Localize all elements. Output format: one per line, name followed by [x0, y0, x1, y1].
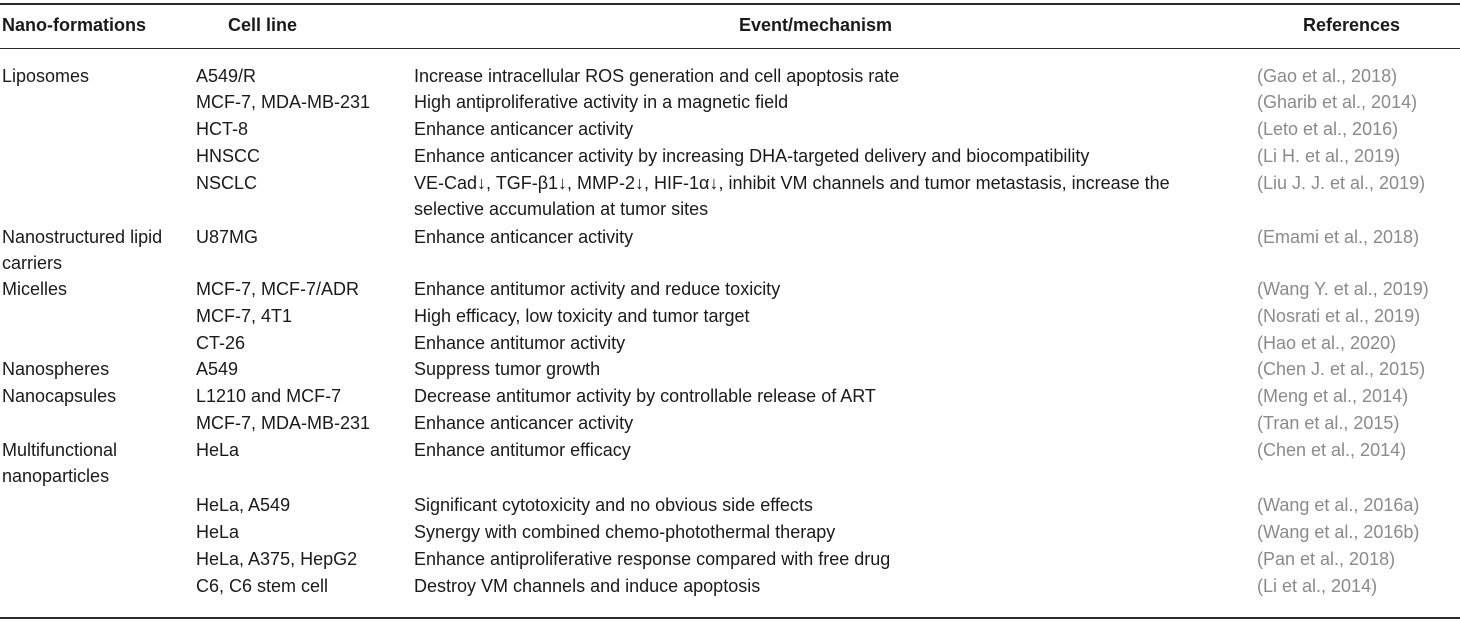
- cell-line-cell: NSCLC: [196, 173, 258, 193]
- cell-line-cell: CT-26: [196, 333, 246, 353]
- mechanism-cell: Enhance antitumor activity: [414, 333, 626, 353]
- table-body: [0, 63, 1460, 599]
- table-row: [0, 492, 1460, 519]
- cell-line-cell: C6, C6 stem cell: [196, 576, 329, 596]
- reference-link[interactable]: (Meng et al., 2014): [1257, 386, 1409, 406]
- mechanism-cell: Enhance anticancer activity by increasing DHA-targeted delivery and biocompatibility: [414, 146, 1090, 166]
- table-row: [0, 573, 1460, 599]
- reference-link[interactable]: (Li et al., 2014): [1257, 576, 1378, 596]
- table-row: [0, 330, 1460, 356]
- cell-line-cell: HCT-8: [196, 119, 249, 139]
- cell-line-cell: MCF-7, 4T1: [196, 306, 293, 326]
- mechanism-cell: Destroy VM channels and induce apoptosis: [414, 576, 761, 596]
- reference-link[interactable]: (Emami et al., 2018): [1257, 227, 1420, 247]
- mechanism-cell: Enhance anticancer activity: [414, 119, 634, 139]
- cell-line-cell: HeLa: [196, 440, 240, 460]
- reference-link[interactable]: (Chen et al., 2014): [1257, 440, 1407, 460]
- reference-link[interactable]: (Wang et al., 2016b): [1257, 522, 1420, 542]
- mechanism-cell: Synergy with combined chemo-photothermal therapy: [414, 522, 836, 542]
- table-row: [0, 303, 1460, 330]
- mechanism-cell: High efficacy, low toxicity and tumor target: [414, 306, 750, 326]
- formation-cell: Nanocapsules: [2, 386, 117, 406]
- reference-link[interactable]: (Pan et al., 2018): [1257, 549, 1396, 569]
- formation-cell: Multifunctional nanoparticles: [2, 440, 118, 487]
- mechanism-cell: Enhance antiproliferative response compared with free drug: [414, 549, 891, 569]
- table-header-rule: [0, 48, 1460, 49]
- table-row: [0, 356, 1460, 383]
- table-row: [0, 546, 1460, 573]
- reference-link[interactable]: (Wang Y. et al., 2019): [1257, 279, 1429, 299]
- cell-line-cell: U87MG: [196, 227, 259, 247]
- table-row: [0, 519, 1460, 546]
- mechanism-cell: Significant cytotoxicity and no obvious side effects: [414, 495, 813, 515]
- cell-line-cell: MCF-7, MDA-MB-231: [196, 413, 371, 433]
- mechanism-cell: Decrease antitumor activity by controllable release of ART: [414, 386, 876, 406]
- mechanism-cell: Enhance anticancer activity: [414, 413, 634, 433]
- mechanism-cell: VE-Cad↓, TGF-β1↓, MMP-2↓, HIF-1α↓, inhibit VM channels and tumor metastasis, increase the selective accumulation at tumor sites: [414, 173, 1170, 220]
- header-cell-line: Cell line: [228, 15, 298, 35]
- reference-link[interactable]: (Li H. et al., 2019): [1257, 146, 1401, 166]
- cell-line-cell: MCF-7, MDA-MB-231: [196, 92, 371, 112]
- mechanism-cell: Suppress tumor growth: [414, 359, 601, 379]
- mechanism-cell: Enhance antitumor activity and reduce toxicity: [414, 279, 781, 299]
- reference-link[interactable]: (Chen J. et al., 2015): [1257, 359, 1426, 379]
- formation-cell: Nanostructured lipid carriers: [2, 227, 163, 274]
- table-header: [0, 15, 1460, 39]
- table-row: [0, 143, 1460, 170]
- cell-line-cell: A549/R: [196, 66, 257, 86]
- reference-link[interactable]: (Wang et al., 2016a): [1257, 495, 1420, 515]
- table-row: [0, 89, 1460, 116]
- cell-line-cell: A549: [196, 359, 239, 379]
- reference-link[interactable]: (Nosrati et al., 2019): [1257, 306, 1421, 326]
- table-row: [0, 410, 1460, 437]
- formation-cell: Nanospheres: [2, 359, 110, 379]
- formation-cell: Micelles: [2, 279, 68, 299]
- header-nano-formations: Nano-formations: [2, 15, 146, 35]
- mechanism-cell: High antiproliferative activity in a magnetic field: [414, 92, 789, 112]
- table-row: [0, 170, 1460, 224]
- header-event-mechanism: Event/mechanism: [739, 15, 893, 35]
- reference-link[interactable]: (Tran et al., 2015): [1257, 413, 1400, 433]
- cell-line-cell: HeLa, A375, HepG2: [196, 549, 358, 569]
- table-row: [0, 383, 1460, 410]
- cell-line-cell: L1210 and MCF-7: [196, 386, 342, 406]
- mechanism-cell: Enhance anticancer activity: [414, 227, 634, 247]
- reference-link[interactable]: (Liu J. J. et al., 2019): [1257, 173, 1426, 193]
- cell-line-cell: HeLa, A549: [196, 495, 291, 515]
- cell-line-cell: MCF-7, MCF-7/ADR: [196, 279, 359, 299]
- table-row: [0, 63, 1460, 89]
- table-row: [0, 437, 1460, 492]
- table-row: [0, 276, 1460, 303]
- header-references: References: [1303, 15, 1401, 35]
- mechanism-cell: Increase intracellular ROS generation and cell apoptosis rate: [414, 66, 900, 86]
- reference-link[interactable]: (Gharib et al., 2014): [1257, 92, 1418, 112]
- formation-cell: Liposomes: [2, 66, 90, 86]
- table-bottom-rule: [0, 617, 1460, 619]
- table-row: [0, 116, 1460, 143]
- table-row: [0, 224, 1460, 276]
- reference-link[interactable]: (Hao et al., 2020): [1257, 333, 1397, 353]
- cell-line-cell: HeLa: [196, 522, 240, 542]
- reference-link[interactable]: (Leto et al., 2016): [1257, 119, 1399, 139]
- table-top-rule: [0, 3, 1460, 5]
- cell-line-cell: HNSCC: [196, 146, 261, 166]
- mechanism-cell: Enhance antitumor efficacy: [414, 440, 631, 460]
- reference-link[interactable]: (Gao et al., 2018): [1257, 66, 1398, 86]
